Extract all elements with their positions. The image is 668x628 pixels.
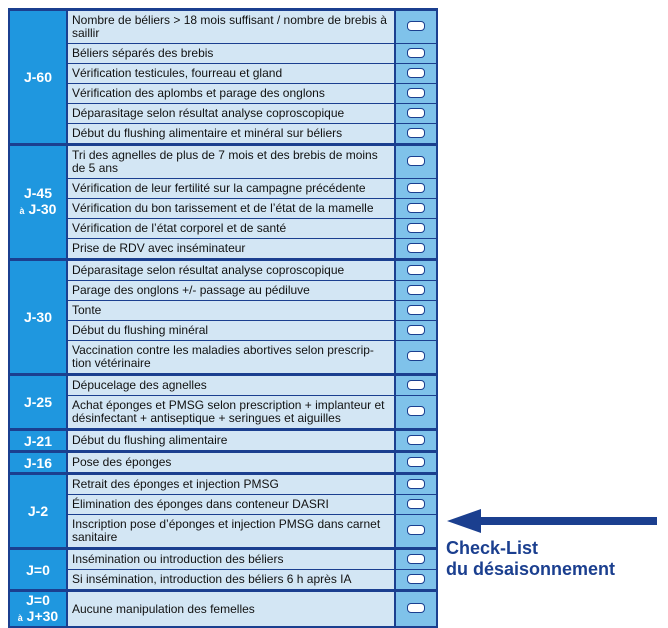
task-text: Nombre de béliers > 18 mois suffisant / nombre de brebis à saillir xyxy=(67,10,395,44)
task-checkbox[interactable] xyxy=(407,183,425,193)
phase-label: J-45 à J-30 xyxy=(9,145,67,260)
task-checkbox[interactable] xyxy=(407,406,425,416)
arrow-left-icon xyxy=(447,508,659,534)
task-checkbox[interactable] xyxy=(407,108,425,118)
task-text: Vérification de l’état corporel et de santé xyxy=(67,219,395,239)
task-checkbox[interactable] xyxy=(407,68,425,78)
task-checkbox[interactable] xyxy=(407,265,425,275)
phase-label: J-25 xyxy=(9,375,67,430)
task-text: Vérification des aplombs et parage des onglons xyxy=(67,84,395,104)
task-text: Prise de RDV avec inséminateur xyxy=(67,239,395,260)
phase-group xyxy=(9,549,437,591)
caption-line-1: Check-List xyxy=(446,538,539,558)
task-text: Début du flushing alimentaire xyxy=(67,430,395,452)
task-text: Début du flushing alimentaire et minéral sur béliers xyxy=(67,124,395,145)
task-text: Vérification du bon tarissement et de l’état de la mamelle xyxy=(67,199,395,219)
task-text: Si insémination, introduction des béliers 6 h après IA xyxy=(67,570,395,591)
task-text: Parage des onglons +/- passage au pédiluve xyxy=(67,281,395,301)
task-text: Déparasitage selon résultat analyse coproscopique xyxy=(67,260,395,281)
task-text: Béliers séparés des brebis xyxy=(67,44,395,64)
task-checkbox[interactable] xyxy=(407,380,425,390)
checklist-caption xyxy=(446,538,615,580)
task-text: Achat éponges et PMSG selon prescription + implanteur et désinfectant + antiseptique + seringues et aiguilles xyxy=(67,396,395,430)
task-text: Élimination des éponges dans conteneur DASRI xyxy=(67,495,395,515)
phase-label: J=0 à J+30 xyxy=(9,591,67,628)
task-checkbox[interactable] xyxy=(407,48,425,58)
task-checkbox[interactable] xyxy=(407,479,425,489)
task-text: Tonte xyxy=(67,301,395,321)
task-checkbox[interactable] xyxy=(407,243,425,253)
phase-label: J-16 xyxy=(9,452,67,474)
task-text: Retrait des éponges et injection PMSG xyxy=(67,474,395,495)
task-text: Inscription pose d’éponges et injection PMSG dans carnet sanitaire xyxy=(67,515,395,549)
task-checkbox[interactable] xyxy=(407,574,425,584)
task-checkbox[interactable] xyxy=(407,128,425,138)
task-checkbox[interactable] xyxy=(407,305,425,315)
task-text: Aucune manipulation des femelles xyxy=(67,591,395,628)
task-text: Début du flushing minéral xyxy=(67,321,395,341)
task-text: Tri des agnelles de plus de 7 mois et des brebis de moins de 5 ans xyxy=(67,145,395,179)
phase-label: J-60 xyxy=(9,10,67,145)
task-checkbox[interactable] xyxy=(407,499,425,509)
task-text: Vaccination contre les maladies abortives selon prescrip-tion vétérinaire xyxy=(67,341,395,375)
task-text: Vérification testicules, fourreau et gland xyxy=(67,64,395,84)
task-text: Insémination ou introduction des béliers xyxy=(67,549,395,570)
task-checkbox[interactable] xyxy=(407,285,425,295)
task-checkbox[interactable] xyxy=(407,525,425,535)
phase-label: J-30 xyxy=(9,260,67,375)
phase-label: J-2 xyxy=(9,474,67,549)
task-checkbox[interactable] xyxy=(407,88,425,98)
phase-group xyxy=(9,474,437,549)
task-checkbox[interactable] xyxy=(407,325,425,335)
task-checkbox[interactable] xyxy=(407,554,425,564)
task-text: Dépucelage des agnelles xyxy=(67,375,395,396)
phase-group xyxy=(9,260,437,375)
phase-group xyxy=(9,10,437,145)
task-checkbox[interactable] xyxy=(407,21,425,31)
task-checkbox[interactable] xyxy=(407,156,425,166)
task-checkbox[interactable] xyxy=(407,223,425,233)
task-text: Pose des éponges xyxy=(67,452,395,474)
checklist-table xyxy=(8,8,438,628)
phase-label: J=0 xyxy=(9,549,67,591)
task-checkbox[interactable] xyxy=(407,457,425,467)
caption-line-2: du désaisonnement xyxy=(446,559,616,579)
task-checkbox[interactable] xyxy=(407,351,425,361)
task-checkbox[interactable] xyxy=(407,435,425,445)
phase-group xyxy=(9,591,437,628)
task-checkbox[interactable] xyxy=(407,603,425,613)
phase-group xyxy=(9,375,437,430)
task-checkbox[interactable] xyxy=(407,203,425,213)
phase-label: J-21 xyxy=(9,430,67,452)
phase-group xyxy=(9,452,437,474)
task-text: Déparasitage selon résultat analyse coproscopique xyxy=(67,104,395,124)
task-text: Vérification de leur fertilité sur la campagne précédente xyxy=(67,179,395,199)
phase-group xyxy=(9,430,437,452)
phase-group xyxy=(9,145,437,260)
